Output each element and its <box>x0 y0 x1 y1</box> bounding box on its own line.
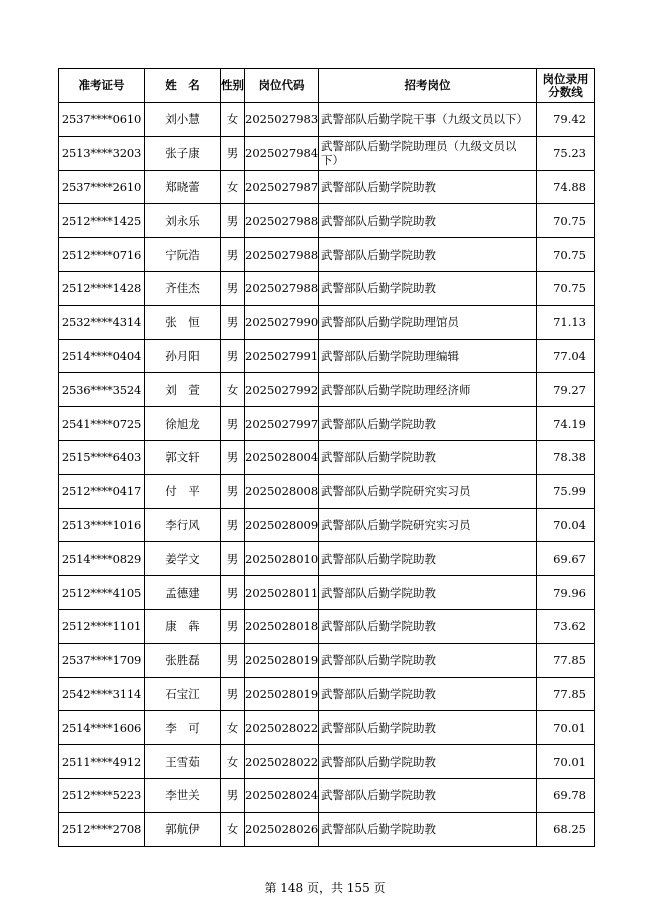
header-exam-id: 准考证号 <box>59 69 145 103</box>
table-row <box>59 542 595 576</box>
cell-gender: 男 <box>221 204 245 238</box>
table-header-row <box>59 69 595 103</box>
cell-post-code: 2025027987 <box>245 170 319 204</box>
cell-post-code: 2025028018 <box>245 609 319 643</box>
cell-cutoff-score: 75.23 <box>537 136 595 170</box>
cell-post-code: 2025028024 <box>245 778 319 812</box>
cell-cutoff-score: 77.04 <box>537 339 595 373</box>
cell-cutoff-score: 69.78 <box>537 778 595 812</box>
cell-gender: 女 <box>221 711 245 745</box>
cell-gender: 男 <box>221 576 245 610</box>
cell-post-title: 武警部队后勤学院助教 <box>319 204 537 238</box>
cell-post-title: 武警部队后勤学院助教 <box>319 643 537 677</box>
cell-exam-id: 2512****1425 <box>59 204 145 238</box>
table-row <box>59 576 595 610</box>
table-row <box>59 170 595 204</box>
cell-name: 石宝江 <box>145 677 221 711</box>
table-row <box>59 508 595 542</box>
table-row <box>59 778 595 812</box>
table-row <box>59 745 595 779</box>
cell-name: 张胜磊 <box>145 643 221 677</box>
cell-post-code: 2025028019 <box>245 643 319 677</box>
cell-exam-id: 2537****1709 <box>59 643 145 677</box>
table-row <box>59 271 595 305</box>
cell-name: 张 恒 <box>145 305 221 339</box>
cell-name: 付 平 <box>145 474 221 508</box>
cell-gender: 男 <box>221 440 245 474</box>
cell-name: 孙月阳 <box>145 339 221 373</box>
table-row <box>59 407 595 441</box>
cell-cutoff-score: 70.01 <box>537 745 595 779</box>
table-row <box>59 643 595 677</box>
cell-name: 刘 萱 <box>145 373 221 407</box>
cell-gender: 男 <box>221 407 245 441</box>
table-body <box>59 103 595 847</box>
cell-cutoff-score: 75.99 <box>537 474 595 508</box>
cell-cutoff-score: 69.67 <box>537 542 595 576</box>
cell-cutoff-score: 78.38 <box>537 440 595 474</box>
cell-post-title: 武警部队后勤学院研究实习员 <box>319 474 537 508</box>
cell-name: 姜学文 <box>145 542 221 576</box>
cell-post-title: 武警部队后勤学院干事（九级文员以下） <box>319 103 537 137</box>
cell-exam-id: 2512****1101 <box>59 609 145 643</box>
cell-post-code: 2025027984 <box>245 136 319 170</box>
cell-exam-id: 2537****2610 <box>59 170 145 204</box>
cell-post-title: 武警部队后勤学院助教 <box>319 407 537 441</box>
cell-post-title: 武警部队后勤学院助理员（九级文员以下） <box>319 136 537 170</box>
cell-cutoff-score: 73.62 <box>537 609 595 643</box>
cell-gender: 男 <box>221 238 245 272</box>
cell-post-title: 武警部队后勤学院助理编辑 <box>319 339 537 373</box>
header-post-code: 岗位代码 <box>245 69 319 103</box>
cell-gender: 男 <box>221 677 245 711</box>
cell-gender: 男 <box>221 339 245 373</box>
cell-exam-id: 2512****0417 <box>59 474 145 508</box>
table-row <box>59 305 595 339</box>
cell-gender: 男 <box>221 305 245 339</box>
cell-post-code: 2025027997 <box>245 407 319 441</box>
cell-exam-id: 2512****1428 <box>59 271 145 305</box>
cell-cutoff-score: 70.75 <box>537 238 595 272</box>
table-row <box>59 339 595 373</box>
cell-gender: 男 <box>221 474 245 508</box>
cell-post-title: 武警部队后勤学院助教 <box>319 677 537 711</box>
cell-cutoff-score: 70.01 <box>537 711 595 745</box>
cell-exam-id: 2541****0725 <box>59 407 145 441</box>
cell-post-code: 2025028010 <box>245 542 319 576</box>
cell-post-code: 2025028022 <box>245 745 319 779</box>
cell-name: 郭文轩 <box>145 440 221 474</box>
cell-gender: 男 <box>221 136 245 170</box>
results-table <box>58 68 595 847</box>
cell-gender: 女 <box>221 745 245 779</box>
cell-post-code: 2025028026 <box>245 812 319 846</box>
cell-cutoff-score: 70.75 <box>537 204 595 238</box>
cell-name: 孟德建 <box>145 576 221 610</box>
cell-post-code: 2025027992 <box>245 373 319 407</box>
table-row <box>59 440 595 474</box>
cell-name: 张子康 <box>145 136 221 170</box>
cell-post-code: 2025027988 <box>245 204 319 238</box>
cell-post-title: 武警部队后勤学院助教 <box>319 238 537 272</box>
table-row <box>59 136 595 170</box>
header-cutoff-score: 岗位录用分数线 <box>537 69 595 103</box>
cell-cutoff-score: 68.25 <box>537 812 595 846</box>
header-name: 姓 名 <box>145 69 221 103</box>
cell-gender: 男 <box>221 778 245 812</box>
cell-post-title: 武警部队后勤学院助教 <box>319 271 537 305</box>
cell-post-title: 武警部队后勤学院助理馆员 <box>319 305 537 339</box>
cell-name: 刘永乐 <box>145 204 221 238</box>
cell-post-title: 武警部队后勤学院研究实习员 <box>319 508 537 542</box>
table-row <box>59 677 595 711</box>
cell-cutoff-score: 70.75 <box>537 271 595 305</box>
cell-post-title: 武警部队后勤学院助教 <box>319 542 537 576</box>
cell-exam-id: 2515****6403 <box>59 440 145 474</box>
table-row <box>59 474 595 508</box>
cell-post-title: 武警部队后勤学院助教 <box>319 812 537 846</box>
cell-name: 李行风 <box>145 508 221 542</box>
cell-gender: 男 <box>221 508 245 542</box>
cell-gender: 女 <box>221 373 245 407</box>
cell-gender: 男 <box>221 542 245 576</box>
page-footer: 第 148 页，共 155 页 <box>264 881 386 895</box>
cell-gender: 女 <box>221 103 245 137</box>
cell-post-title: 武警部队后勤学院助教 <box>319 170 537 204</box>
cell-post-code: 2025028011 <box>245 576 319 610</box>
cell-post-title: 武警部队后勤学院助教 <box>319 440 537 474</box>
cell-exam-id: 2512****4105 <box>59 576 145 610</box>
cell-cutoff-score: 77.85 <box>537 677 595 711</box>
cell-name: 王雪茹 <box>145 745 221 779</box>
cell-exam-id: 2514****1606 <box>59 711 145 745</box>
cell-post-code: 2025028009 <box>245 508 319 542</box>
cell-name: 齐佳杰 <box>145 271 221 305</box>
cell-cutoff-score: 79.96 <box>537 576 595 610</box>
cell-cutoff-score: 77.85 <box>537 643 595 677</box>
cell-exam-id: 2512****0716 <box>59 238 145 272</box>
cell-post-code: 2025027991 <box>245 339 319 373</box>
cell-name: 郑晓蕾 <box>145 170 221 204</box>
cell-post-code: 2025028008 <box>245 474 319 508</box>
cell-exam-id: 2511****4912 <box>59 745 145 779</box>
cell-post-title: 武警部队后勤学院助教 <box>319 711 537 745</box>
cell-name: 刘小慧 <box>145 103 221 137</box>
cell-exam-id: 2537****0610 <box>59 103 145 137</box>
table-row <box>59 711 595 745</box>
cell-exam-id: 2514****0829 <box>59 542 145 576</box>
cell-exam-id: 2512****5223 <box>59 778 145 812</box>
cell-exam-id: 2512****2708 <box>59 812 145 846</box>
cell-name: 李世关 <box>145 778 221 812</box>
cell-name: 徐旭龙 <box>145 407 221 441</box>
cell-post-title: 武警部队后勤学院助教 <box>319 778 537 812</box>
cell-post-title: 武警部队后勤学院助教 <box>319 609 537 643</box>
cell-post-code: 2025028022 <box>245 711 319 745</box>
cell-exam-id: 2542****3114 <box>59 677 145 711</box>
cell-gender: 女 <box>221 812 245 846</box>
cell-post-code: 2025028019 <box>245 677 319 711</box>
table-row <box>59 609 595 643</box>
table-row <box>59 238 595 272</box>
cell-gender: 男 <box>221 271 245 305</box>
cell-gender: 男 <box>221 643 245 677</box>
table-row <box>59 373 595 407</box>
cell-exam-id: 2536****3524 <box>59 373 145 407</box>
cell-name: 宁阮浩 <box>145 238 221 272</box>
cell-gender: 男 <box>221 609 245 643</box>
header-gender: 性别 <box>221 69 245 103</box>
cell-post-code: 2025028004 <box>245 440 319 474</box>
cell-post-code: 2025027988 <box>245 238 319 272</box>
cell-cutoff-score: 79.27 <box>537 373 595 407</box>
cell-post-title: 武警部队后勤学院助教 <box>319 576 537 610</box>
cell-post-code: 2025027988 <box>245 271 319 305</box>
cell-post-title: 武警部队后勤学院助理经济师 <box>319 373 537 407</box>
cell-name: 李 可 <box>145 711 221 745</box>
table-row <box>59 204 595 238</box>
cell-exam-id: 2514****0404 <box>59 339 145 373</box>
table-row <box>59 812 595 846</box>
cell-name: 康 犇 <box>145 609 221 643</box>
header-post-title: 招考岗位 <box>319 69 537 103</box>
table-row <box>59 103 595 137</box>
cell-post-code: 2025027990 <box>245 305 319 339</box>
cell-post-title: 武警部队后勤学院助教 <box>319 745 537 779</box>
cell-cutoff-score: 79.42 <box>537 103 595 137</box>
cell-post-code: 2025027983 <box>245 103 319 137</box>
cell-exam-id: 2532****4314 <box>59 305 145 339</box>
cell-cutoff-score: 74.88 <box>537 170 595 204</box>
cell-gender: 女 <box>221 170 245 204</box>
cell-exam-id: 2513****3203 <box>59 136 145 170</box>
cell-cutoff-score: 71.13 <box>537 305 595 339</box>
cell-name: 郭航伊 <box>145 812 221 846</box>
cell-cutoff-score: 74.19 <box>537 407 595 441</box>
cell-cutoff-score: 70.04 <box>537 508 595 542</box>
cell-exam-id: 2513****1016 <box>59 508 145 542</box>
